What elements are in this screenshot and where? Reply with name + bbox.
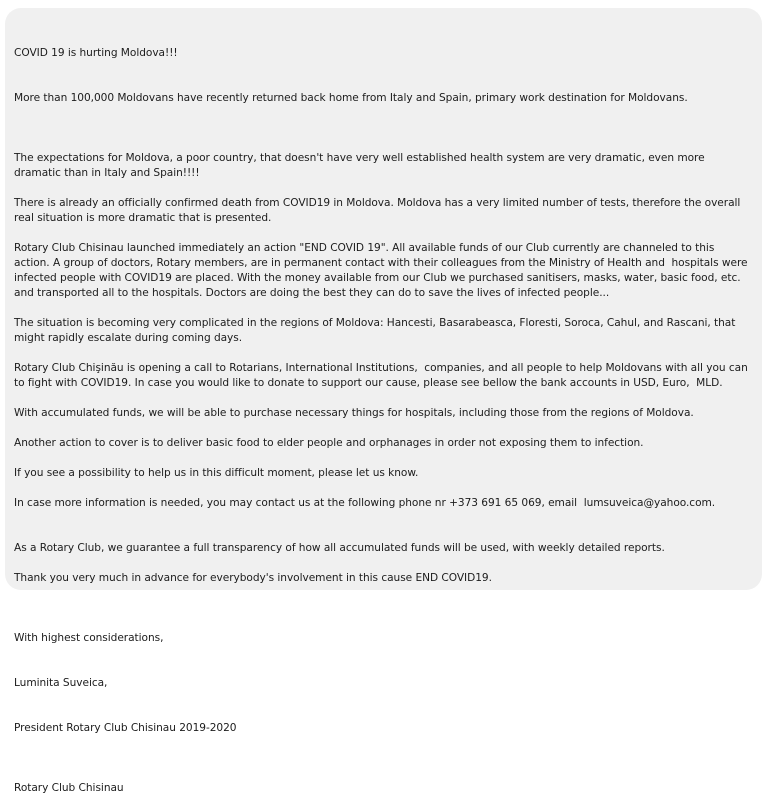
message-header [14, 16, 752, 136]
signature-block [14, 601, 752, 766]
signature-role: President Rotary Club Chisinau 2019-2020 [14, 722, 237, 734]
paragraph-thank-you: Thank you very much in advance for everybody's involvement in this cause END COVID19. [14, 572, 492, 584]
paragraph-confirmed-death: There is already an officially confirmed death from COVID19 in Moldova. Moldova has a very limited number of tests, therefore the overall real situation is more dramatic that is presented. [14, 197, 744, 224]
paragraph-basic-food: Another action to cover is to deliver basic food to elder people and orphanages in order not exposing them to infection. [14, 437, 644, 449]
paragraph-call-to-donate: Rotary Club Chişinău is opening a call to Rotarians, International Institutions, companies, and all people to help Moldovans with all you can to fight with COVID19. In case you would like to donate to support our cause, please see bellow the bank accounts in USD, Euro, MLD. [14, 362, 752, 389]
message-bubble [5, 8, 762, 794]
signature-closing: With highest considerations, [14, 632, 164, 644]
paragraph-expectations: The expectations for Moldova, a poor country, that doesn't have very well established health system are very dramatic, even more dramatic than in Italy and Spain!!!! [14, 152, 708, 179]
paragraph-regions: The situation is becoming very complicated in the regions of Moldova: Hancesti, Basarabeasca, Floresti, Soroca, Cahul, and Rascani, that might rapidly escalate during coming days. [14, 317, 739, 344]
paragraph-accumulated-funds: With accumulated funds, we will be able to purchase necessary things for hospitals, including those from the regions of Moldova. [14, 407, 694, 419]
paragraph-contact: In case more information is needed, you may contact us at the following phone nr +373 691 65 069, email lumsuveica@yahoo.com. [14, 497, 716, 509]
message-title: COVID 19 is hurting Moldova!!! [14, 47, 178, 59]
signature-name: Luminita Suveica, [14, 677, 108, 689]
paragraph-transparency: As a Rotary Club, we guarantee a full transparency of how all accumulated funds will be used, with weekly detailed reports. [14, 542, 665, 554]
paragraph-help-request: If you see a possibility to help us in this difficult moment, please let us know. [14, 467, 419, 479]
signature-org: Rotary Club Chisinau [14, 782, 124, 794]
message-intro: More than 100,000 Moldovans have recently returned back home from Italy and Spain, primary work destination for Moldovans. [14, 92, 688, 104]
paragraph-end-covid-action: Rotary Club Chisinau launched immediately an action "END COVID 19". All available funds of our Club currently are channeled to this action. A group of doctors, Rotary members, are in permanent contact with their colleagues from the Ministry of Health and hospitals were infected people with COVID19 are placed. With the money available from our Club we purchased sanitisers, masks, water, basic food, etc. and transported all to the hospitals. Doctors are doing the best they can do to save the lives of infected people... [14, 242, 751, 299]
